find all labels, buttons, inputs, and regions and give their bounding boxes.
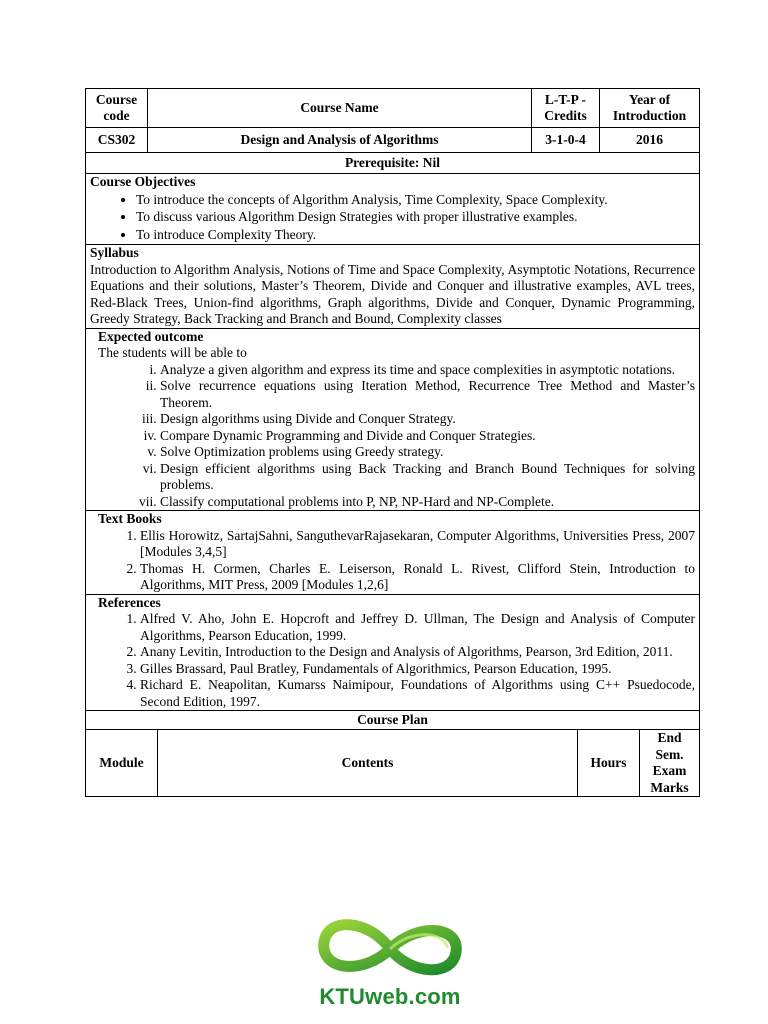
list-item: 2. Anany Levitin, Introduction to the Design and Analysis of Algorithms, Pearson, 3rd Edition, 2011. [140,644,695,661]
contents-header: Contents [158,730,578,797]
outcome-list [98,362,695,511]
syllabus-section [86,245,700,329]
ltp-header: L-T-P - Credits [532,89,600,128]
list-item: iii. Design algorithms using Divide and Conquer Strategy. [160,411,695,428]
course-plan-header-row [86,730,700,797]
list-item: i. Analyze a given algorithm and express its time and space complexities in asymptotic notations. [160,362,695,379]
logo-text: KTUweb.com [319,984,461,1009]
list-item: • To introduce Complexity Theory. [136,227,695,244]
list-item: vi. Design efficient algorithms using Back Tracking and Branch Bound Techniques for solving problems. [160,461,695,494]
prerequisite: Prerequisite: Nil [86,153,700,174]
marks-header: End Sem. Exam Marks [640,730,700,797]
course-code: CS302 [86,128,148,153]
list-item: 4. Richard E. Neapolitan, Kumarss Naimipour, Foundations of Algorithms using C++ Psuedocode, Second Edition, 1997. [140,677,695,710]
outcome-row [86,328,700,511]
course-row [86,128,700,153]
list-item: iv. Compare Dynamic Programming and Divide and Conquer Strategies. [160,428,695,445]
prerequisite-row [86,153,700,174]
list-item: v. Solve Optimization problems using Greedy strategy. [160,444,695,461]
list-item: 2. Thomas H. Cormen, Charles E. Leiserson, Ronald L. Rivest, Clifford Stein, Introduction to Algorithms, MIT Press, 2009 [Modules 1,2,6] [140,561,695,594]
course-plan-title-row [86,711,700,730]
objectives-title: Course Objectives [90,174,196,189]
syllabus-document [85,88,699,797]
course-name-header: Course Name [148,89,532,128]
course-year: 2016 [600,128,700,153]
textbooks-section [86,511,700,595]
list-item: • To discuss various Algorithm Design Strategies with proper illustrative examples. [136,209,695,226]
references-list [98,611,695,710]
course-code-header: Course code [86,89,148,128]
objectives-list [90,192,695,244]
year-header: Year of Introduction [600,89,700,128]
textbooks-list [98,528,695,594]
textbooks-row [86,511,700,595]
list-item: 1. Alfred V. Aho, John E. Hopcroft and Jeffrey D. Ullman, The Design and Analysis of Computer Algorithms, Pearson Education, 1999. [140,611,695,644]
course-name: Design and Analysis of Algorithms [148,128,532,153]
list-item: • To introduce the concepts of Algorithm Analysis, Time Complexity, Space Complexity. [136,192,695,209]
ktuweb-logo [310,912,470,1012]
references-title: References [98,594,161,610]
outcome-section [86,328,700,511]
list-item: 1. Ellis Horowitz, SartajSahni, SanguthevarRajasekaran, Computer Algorithms, Universities Press, 2007 [Modules 3,4,5] [140,528,695,561]
references-section [86,594,700,711]
list-item: 3. Gilles Brassard, Paul Bratley, Fundamentals of Algorithmics, Pearson Education, 1995. [140,661,695,678]
syllabus-text: Introduction to Algorithm Analysis, Notions of Time and Space Complexity, Asymptotic Notations, Recurrence Equations and their solutions, Master’s Theorem, Divide and Conquer and illustrative examples, AVL trees, Red-Black Trees, Union-find algorithms, Graph algorithms, Divide and Conquer, Dynamic Programming, Greedy Strategy, Back Tracking and Branch and Bound, Complexity classes [90,261,695,326]
module-header: Module [86,730,158,797]
outcome-title: Expected outcome [98,328,204,344]
course-info-table [85,88,700,730]
infinity-logo-icon [310,912,470,986]
list-item: ii. Solve recurrence equations using Iteration Method, Recurrence Tree Method and Master’s Theorem. [160,378,695,411]
syllabus-row [86,245,700,329]
list-item: vii. Classify computational problems into P, NP, NP-Hard and NP-Complete. [160,494,695,511]
course-ltp: 3-1-0-4 [532,128,600,153]
objectives-row [86,174,700,245]
header-row [86,89,700,128]
hours-header: Hours [578,730,640,797]
syllabus-title: Syllabus [90,245,139,260]
objectives-section [86,174,700,245]
course-plan-title: Course Plan [86,711,700,730]
textbooks-title: Text Books [98,511,162,526]
references-row [86,594,700,711]
course-plan-table [85,730,700,797]
outcome-intro: The students will be able to [98,345,247,360]
